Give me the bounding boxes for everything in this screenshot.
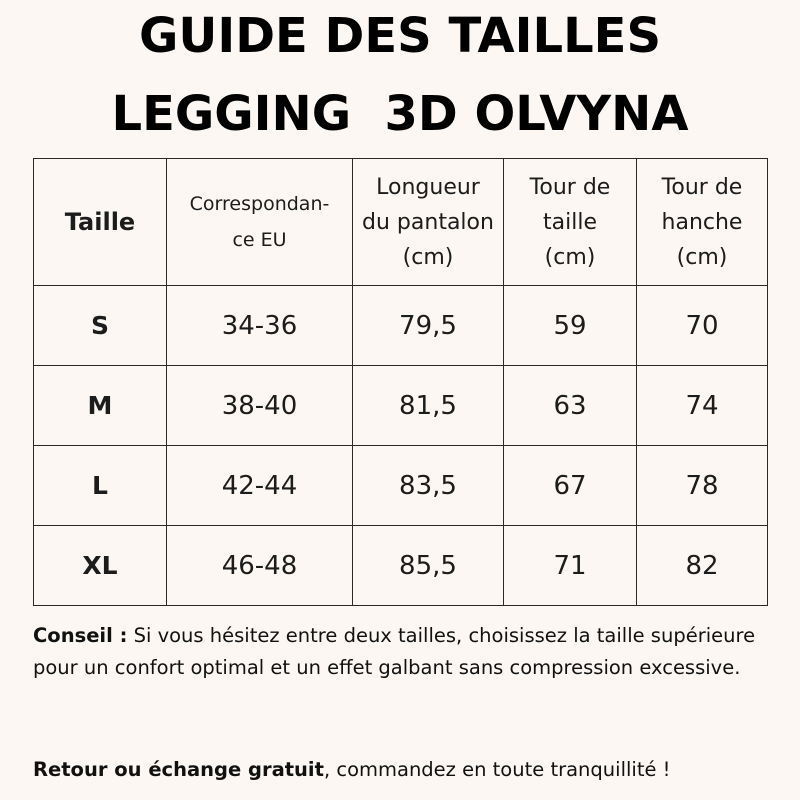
returns-text: , commandez en toute tranquillité ! xyxy=(323,758,671,781)
cell-size: L xyxy=(34,446,167,526)
size-chart-table xyxy=(33,158,768,606)
header-waist-label: Tour de taille (cm) xyxy=(529,174,611,270)
cell-waist: 59 xyxy=(504,286,637,366)
cell-hip: 74 xyxy=(637,366,768,446)
cell-hip: 82 xyxy=(637,526,768,606)
header-size xyxy=(34,159,167,286)
cell-length: 81,5 xyxy=(353,366,504,446)
cell-waist: 67 xyxy=(504,446,637,526)
header-size-label: Taille xyxy=(64,207,136,236)
header-pant-length xyxy=(353,159,504,286)
header-hip-label: Tour de hanche (cm) xyxy=(661,174,743,270)
cell-size: XL xyxy=(34,526,167,606)
cell-waist: 71 xyxy=(504,526,637,606)
header-hip xyxy=(637,159,768,286)
cell-size: S xyxy=(34,286,167,366)
cell-hip: 70 xyxy=(637,286,768,366)
cell-waist: 63 xyxy=(504,366,637,446)
header-eu-correspondence xyxy=(167,159,353,286)
header-eu-label: Correspondan- ce EU xyxy=(189,193,330,251)
table-row xyxy=(34,286,768,366)
cell-eu: 34-36 xyxy=(167,286,353,366)
cell-size: M xyxy=(34,366,167,446)
cell-eu: 42-44 xyxy=(167,446,353,526)
table-row xyxy=(34,526,768,606)
advice-paragraph xyxy=(33,620,773,684)
page-title-line-2: LEGGING 3D OLVYNA xyxy=(111,86,689,142)
advice-label: Conseil : xyxy=(33,624,128,647)
page-title-line-1: GUIDE DES TAILLES xyxy=(138,8,662,64)
cell-length: 85,5 xyxy=(353,526,504,606)
table-row xyxy=(34,446,768,526)
returns-label: Retour ou échange gratuit xyxy=(33,758,324,781)
returns-note xyxy=(33,754,793,786)
table-row xyxy=(34,366,768,446)
header-waist xyxy=(504,159,637,286)
cell-hip: 78 xyxy=(637,446,768,526)
cell-length: 83,5 xyxy=(353,446,504,526)
cell-eu: 38-40 xyxy=(167,366,353,446)
advice-text: Si vous hésitez entre deux tailles, choisissez la taille supérieure pour un confort optimal et un effet galbant sans compression excessive. xyxy=(33,624,756,679)
cell-eu: 46-48 xyxy=(167,526,353,606)
table-header-row xyxy=(34,159,768,286)
header-length-label: Longueur du pantalon (cm) xyxy=(362,174,494,270)
cell-length: 79,5 xyxy=(353,286,504,366)
